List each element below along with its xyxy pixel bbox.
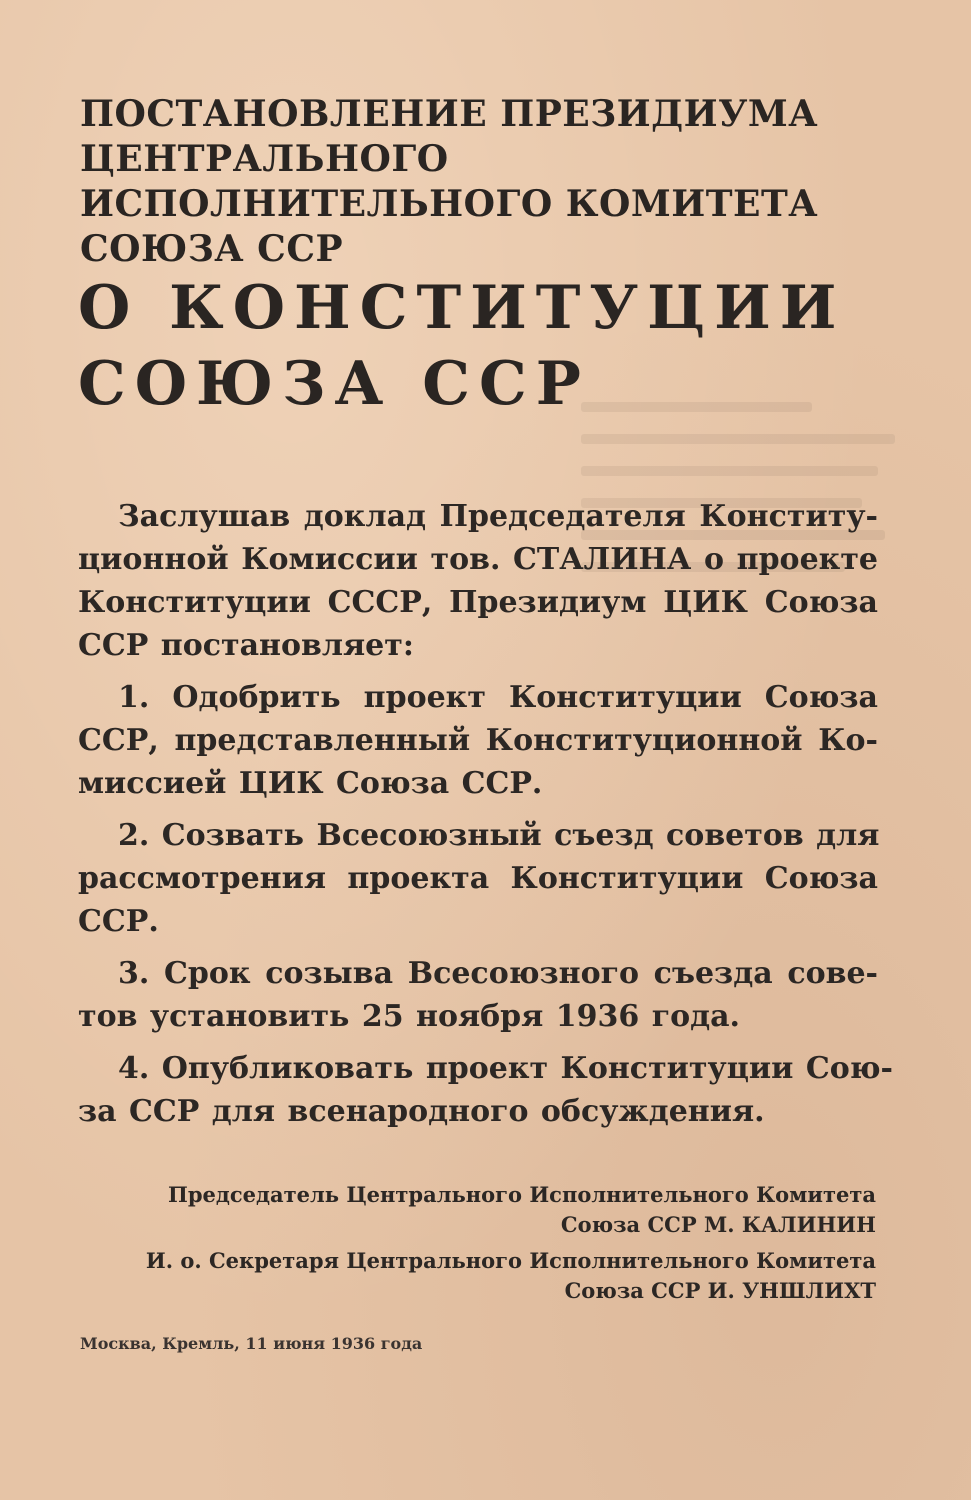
text-line: за ССР для всенародного обсуждения.	[78, 1094, 765, 1129]
header-line: СОЮЗА ССР	[80, 228, 344, 270]
intro-paragraph	[78, 495, 878, 667]
header-line: ЦЕНТРАЛЬНОГО	[80, 138, 449, 180]
chairman-name: Союза ССР М. КАЛИНИН	[560, 1212, 876, 1237]
resolution-item-4	[78, 1047, 893, 1133]
text-line: 3. Срок созыва Всесоюзного съезда сове-	[118, 956, 878, 991]
title-line: СОЮЗА ССР	[78, 349, 590, 419]
header-line: ИСПОЛНИТЕЛЬНОГО КОМИТЕТА	[80, 183, 819, 225]
text-line: 2. Созвать Всесоюзный съезд советов для	[118, 818, 880, 853]
signatures-block	[76, 1180, 876, 1312]
chairman-signature	[76, 1180, 876, 1240]
place-and-date: Москва, Кремль, 11 июня 1936 года	[80, 1334, 423, 1353]
resolution-body	[78, 495, 893, 1142]
text-line: Заслушав доклад Председателя Конститу-	[118, 499, 878, 534]
title-line: О КОНСТИТУЦИИ	[78, 273, 846, 343]
secretary-signature	[76, 1246, 876, 1306]
header-line: ПОСТАНОВЛЕНИЕ ПРЕЗИДИУМА	[80, 93, 819, 135]
text-line: 1. Одобрить проект Конституции Союза	[118, 680, 878, 715]
text-line: тов установить 25 ноября 1936 года.	[78, 999, 740, 1034]
text-line: ССР.	[78, 904, 159, 939]
text-line: ционной Комиссии тов. СТАЛИНА о проекте	[78, 542, 878, 577]
text-line: Конституции СССР, Президиум ЦИК Союза	[78, 585, 878, 620]
text-line: ССР, представленный Конституционной Ко-	[78, 723, 878, 758]
resolution-header	[80, 92, 860, 272]
text-line: 4. Опубликовать проект Конституции Сою-	[118, 1051, 893, 1086]
text-line: миссией ЦИК Союза ССР.	[78, 766, 543, 801]
resolution-item-3	[78, 952, 878, 1038]
resolution-item-2	[78, 814, 878, 943]
text-line: ССР постановляет:	[78, 628, 414, 663]
text-line: рассмотрения проекта Конституции Союза	[78, 861, 878, 896]
chairman-title: Председатель Центрального Исполнительного Комитета	[168, 1182, 876, 1207]
document-title	[78, 270, 878, 422]
secretary-name: Союза ССР И. УНШЛИХТ	[564, 1278, 876, 1303]
secretary-title: И. о. Секретаря Центрального Исполнительного Комитета	[145, 1248, 876, 1273]
resolution-item-1	[78, 676, 878, 805]
